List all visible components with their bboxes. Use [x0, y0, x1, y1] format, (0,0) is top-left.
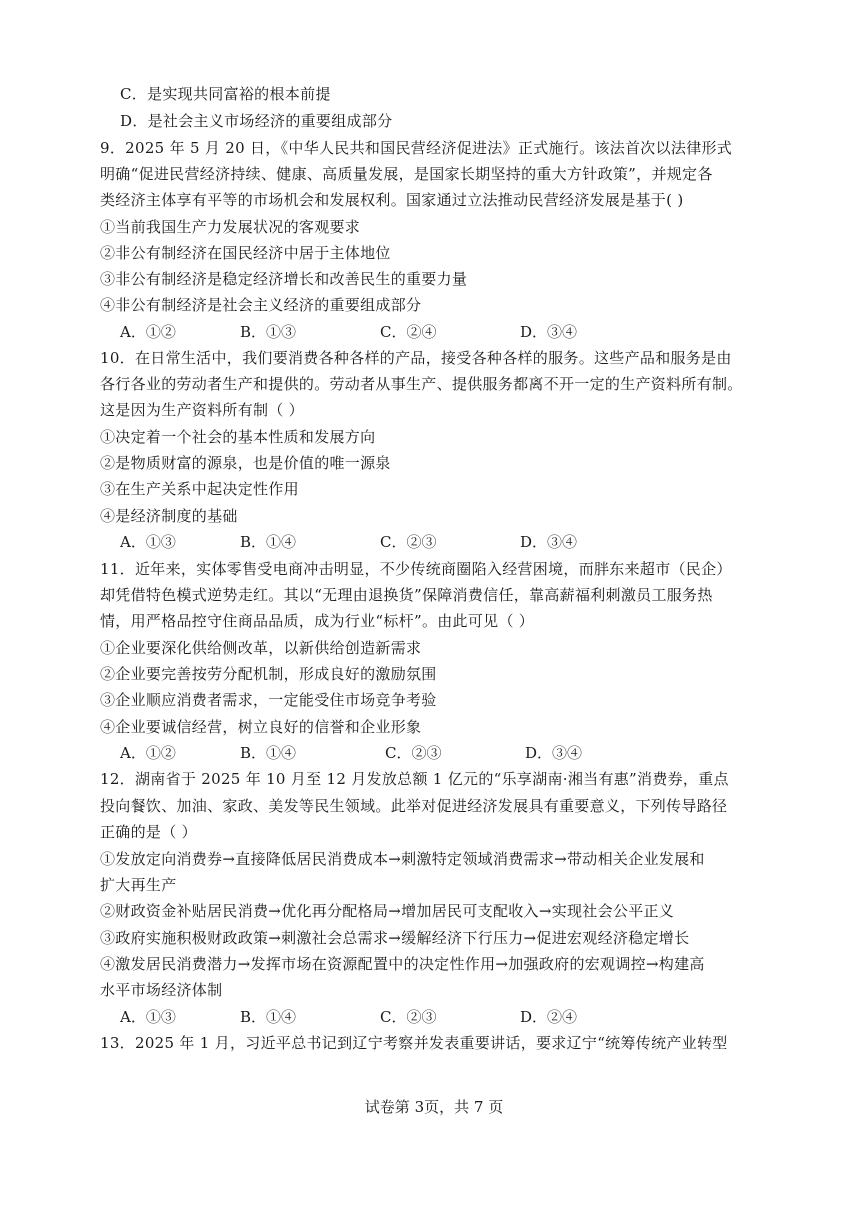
q9-item-3: ③非公有制经济是稳定经济增长和改善民生的重要力量 [100, 270, 468, 288]
q10-stem-line-2: 各行各业的劳动者生产和提供的。劳动者从事生产、提供服务都离不开一定的生产资料所有制。 [100, 375, 743, 393]
q9-option-c[interactable]: C．②④ [380, 323, 437, 341]
q11-item-2: ②企业要完善按劳分配机制，形成良好的激励氛围 [100, 665, 437, 683]
q12-option-b[interactable]: B．①④ [240, 1008, 297, 1026]
q9-option-b[interactable]: B．①③ [240, 323, 297, 341]
q11-item-1: ①企业要深化供给侧改革，以新供给创造新需求 [100, 639, 422, 657]
q12-item-3: ③政府实施积极财政政策→刺激社会总需求→缓解经济下行压力→促进宏观经济稳定增长 [100, 929, 690, 947]
q10-item-4: ④是经济制度的基础 [100, 507, 238, 525]
q12-option-c[interactable]: C．②③ [380, 1008, 437, 1026]
q10-stem-line-1: 10．在日常生活中，我们要消费各种各样的产品，接受各种各样的服务。这些产品和服务是由 [100, 349, 732, 367]
q12-option-d[interactable]: D．②④ [520, 1008, 578, 1026]
page-footer: 试卷第 3页，共 7 页 [364, 1098, 504, 1116]
q8-option-d: D．是社会主义市场经济的重要组成部分 [120, 112, 393, 130]
q11-option-d[interactable]: D．③④ [525, 744, 583, 762]
q12-item-1-cont: 扩大再生产 [100, 876, 177, 894]
q11-stem-line-2: 却凭借特色模式逆势走红。其以“无理由退换货”保障消费信任，靠高薪福利刺激员工服务热 [100, 586, 713, 604]
q9-option-a[interactable]: A．①② [120, 323, 176, 341]
q11-stem-line-3: 情，用严格品控守住商品品质，成为行业“标杆”。由此可见（ ） [100, 612, 535, 630]
q12-stem-line-1: 12．湖南省于 2025 年 10 月至 12 月发放总额 1 亿元的“乐享湖南·湘当有惠”消费券，重点 [100, 770, 729, 788]
q10-option-b[interactable]: B．①④ [240, 533, 297, 551]
q11-item-4: ④企业要诚信经营，树立良好的信誉和企业形象 [100, 718, 422, 736]
q11-option-c[interactable]: C．②③ [385, 744, 442, 762]
q9-stem-line-3: 类经济主体享有平等的市场机会和发展权利。国家通过立法推动民营经济发展是基于( ) [100, 191, 684, 209]
q12-stem-line-3: 正确的是（ ） [100, 823, 197, 841]
q10-item-2: ②是物质财富的源泉，也是价值的唯一源泉 [100, 454, 391, 472]
q9-stem-line-2: 明确“促进民营经济持续、健康、高质量发展，是国家长期坚持的重大方针政策”，并规定各 [100, 165, 713, 183]
q12-option-a[interactable]: A．①③ [120, 1008, 176, 1026]
q10-option-c[interactable]: C．②③ [380, 533, 437, 551]
q9-item-1: ①当前我国生产力发展状况的客观要求 [100, 218, 361, 236]
q8-option-c: C．是实现共同富裕的根本前提 [120, 85, 331, 103]
q10-item-3: ③在生产关系中起决定性作用 [100, 480, 299, 498]
q10-option-d[interactable]: D．③④ [520, 533, 578, 551]
q11-option-a[interactable]: A．①② [120, 744, 176, 762]
q11-option-b[interactable]: B．①④ [240, 744, 297, 762]
q9-item-4: ④非公有制经济是社会主义经济的重要组成部分 [100, 296, 422, 314]
q9-option-d[interactable]: D．③④ [520, 323, 578, 341]
q13-stem-line-1: 13．2025 年 1 月，习近平总书记到辽宁考察并发表重要讲话，要求辽宁“统筹传统产业转型 [100, 1034, 728, 1052]
q12-stem-line-2: 投向餐饮、加油、家政、美发等民生领域。此举对促进经济发展具有重要意义，下列传导路径 [100, 797, 728, 815]
q12-item-2: ②财政资金补贴居民消费→优化再分配格局→增加居民可支配收入→实现社会公平正义 [100, 902, 675, 920]
q10-option-a[interactable]: A．①③ [120, 533, 176, 551]
q11-stem-line-1: 11．近年来，实体零售受电商冲击明显，不少传统商圈陷入经营困境，而胖东来超市（民企） [100, 560, 732, 578]
q10-stem-line-3: 这是因为生产资料所有制（ ） [100, 401, 304, 419]
q12-item-4: ④激发居民消费潜力→发挥市场在资源配置中的决定性作用→加强政府的宏观调控→构建高 [100, 955, 705, 973]
q12-item-4-cont: 水平市场经济体制 [100, 981, 223, 999]
q12-item-1: ①发放定向消费券→直接降低居民消费成本→刺激特定领域消费需求→带动相关企业发展和 [100, 850, 705, 868]
q9-item-2: ②非公有制经济在国民经济中居于主体地位 [100, 244, 391, 262]
q10-item-1: ①决定着一个社会的基本性质和发展方向 [100, 428, 376, 446]
q9-stem-line-1: 9．2025 年 5 月 20 日，《中华人民共和国民营经济促进法》正式施行。该法首次以法律形式 [100, 139, 733, 157]
q11-item-3: ③企业顺应消费者需求，一定能受住市场竞争考验 [100, 691, 437, 709]
